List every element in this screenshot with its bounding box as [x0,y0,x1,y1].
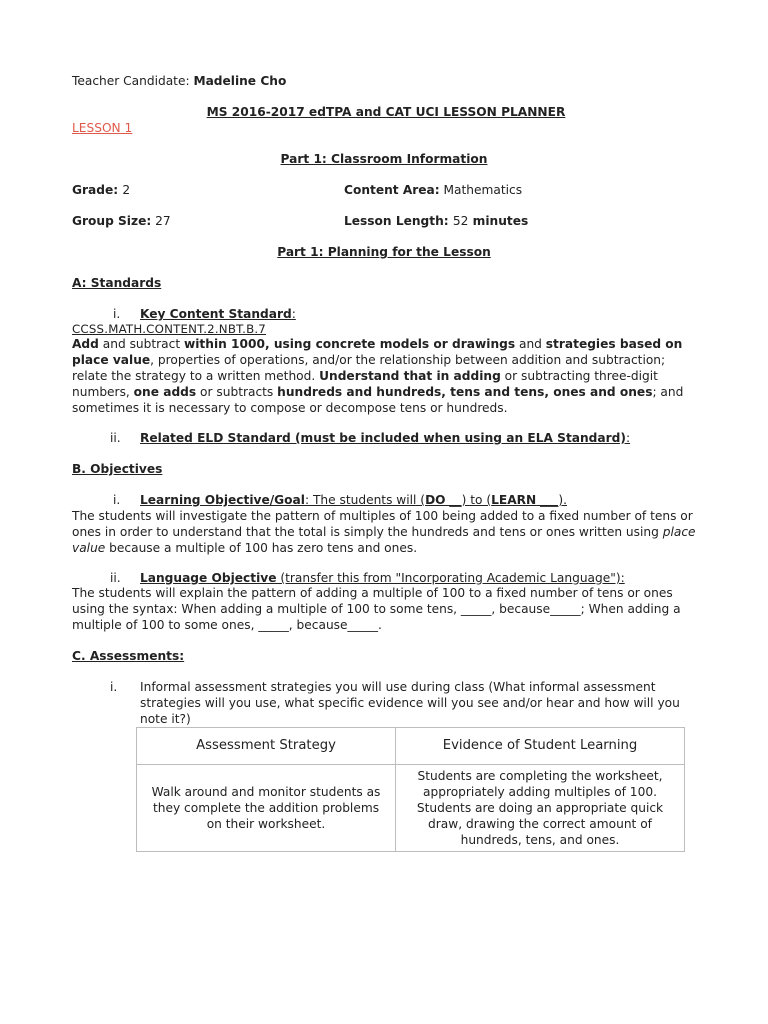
table-header-cell: Evidence of Student Learning [396,728,685,765]
table-cell: Students are completing the worksheet, appropriately adding multiples of 100. Students are doing an appropriate quick draw, drawing the correct amount of hundreds, tens, and ones. [396,765,685,852]
standard-text [72,336,698,416]
standard-text-part: or subtracting three-digit numbers, [72,369,658,399]
assessment-table [136,727,685,852]
learning-objective-text-a: The students will investigate the pattern of multiples of 100 being added to a fixed number of tens or ones in order to understand that the total is simply the hundreds and tens or ones written using [72,509,693,539]
learning-objective-middle: : The students will ( [304,493,426,507]
learning-objective-line [140,492,567,508]
key-standard-label: Key Content Standard [140,307,292,321]
key-standard-roman: i. [113,307,121,321]
learning-objective-end: ___). [536,493,568,507]
standard-text-part: Understand that in adding [319,369,501,383]
teacher-candidate-line [72,73,286,89]
standards-heading: A: Standards [72,276,162,290]
eld-standard-label: Related ELD Standard (must be included when using an ELA Standard) [140,431,626,445]
learning-objective-label: Learning Objective/Goal [140,493,305,507]
content-area-field [344,182,522,198]
standard-code: CCSS.MATH.CONTENT.2.NBT.B.7 [72,322,267,336]
standard-text-part: and [515,337,546,351]
standard-text-part: , properties of operations, and/or the relationship between addition and subtraction; relate the strategy to a written method. [72,353,666,383]
lesson-length-unit: minutes [468,214,529,228]
grade-value: 2 [122,183,131,197]
standard-text-part: hundreds and hundreds, tens and tens, ones and ones [277,385,653,399]
language-objective-roman: ii. [110,571,121,585]
standard-text-part: ; and sometimes it is necessary to compose or decompose tens or hundreds. [72,385,684,415]
teacher-name: Madeline Cho [193,74,287,88]
objectives-heading: B. Objectives [72,462,163,476]
group-size-field [72,213,171,229]
grade-label: Grade: [72,183,123,197]
content-area-value: Mathematics [439,183,523,197]
lesson-length-field [344,213,528,229]
standard-text-part: within 1000, using concrete models or drawings [184,337,516,351]
part1-classroom-heading: Part 1: Classroom Information [280,152,488,166]
key-standard-colon: : [291,307,296,321]
teacher-label: Teacher Candidate: [72,74,194,88]
table-cell: Walk around and monitor students as they complete the addition problems on their worksheet. [137,765,396,852]
eld-standard-line [140,430,630,446]
learning-objective-learn: LEARN [491,493,537,507]
key-standard-label-line [140,306,296,322]
learning-objective-text-italic: place value [72,525,696,555]
group-size-label: Group Size: [72,214,152,228]
learning-objective-to: __) to ( [445,493,492,507]
content-area-label: Content Area: [344,183,440,197]
learning-objective-text [72,508,698,556]
language-objective-note: (transfer this from "Incorporating Academic Language"): [276,571,625,585]
language-objective-line [140,570,625,586]
learning-objective-do: DO [425,493,446,507]
standard-text-part: and subtract [98,337,184,351]
learning-objective-text-b: because a multiple of 100 has zero tens and ones. [105,541,418,555]
standard-text-part: or subtracts [196,385,278,399]
assessments-heading: C. Assessments: [72,649,185,663]
standard-text-part: strategies based on place value [72,337,683,367]
learning-objective-roman: i. [113,493,121,507]
standard-text-part: one adds [133,385,197,399]
grade-field [72,182,130,198]
language-objective-body: The students will explain the pattern of adding a multiple of 100 to a fixed number of tens or ones using the syntax: When adding a multiple of 100 to some tens, _____, because_____; When adding a multiple of 100 to some ones, _____, because_____. [72,586,681,632]
lesson-length-value: 52 [452,214,469,228]
eld-standard-roman: ii. [110,431,121,445]
table-row [137,765,685,852]
document-title: MS 2016-2017 edTPA and CAT UCI LESSON PLANNER [206,105,566,119]
group-size-value: 27 [151,214,171,228]
language-objective-label: Language Objective [140,571,277,585]
assessment-intro: Informal assessment strategies you will use during class (What informal assessment strategies will you use, what specific evidence will you see and/or hear and how will you note it?) [140,680,680,726]
language-objective-text [72,585,698,633]
lesson-length-label: Lesson Length: [344,214,453,228]
table-header-cell: Assessment Strategy [137,728,396,765]
lesson-label: LESSON 1 [72,121,133,135]
standard-text-part: Add [72,337,99,351]
eld-standard-colon: : [625,431,631,445]
part1-planning-heading: Part 1: Planning for the Lesson [277,245,491,259]
assessment-roman: i. [110,680,118,694]
table-header-row [137,728,685,765]
